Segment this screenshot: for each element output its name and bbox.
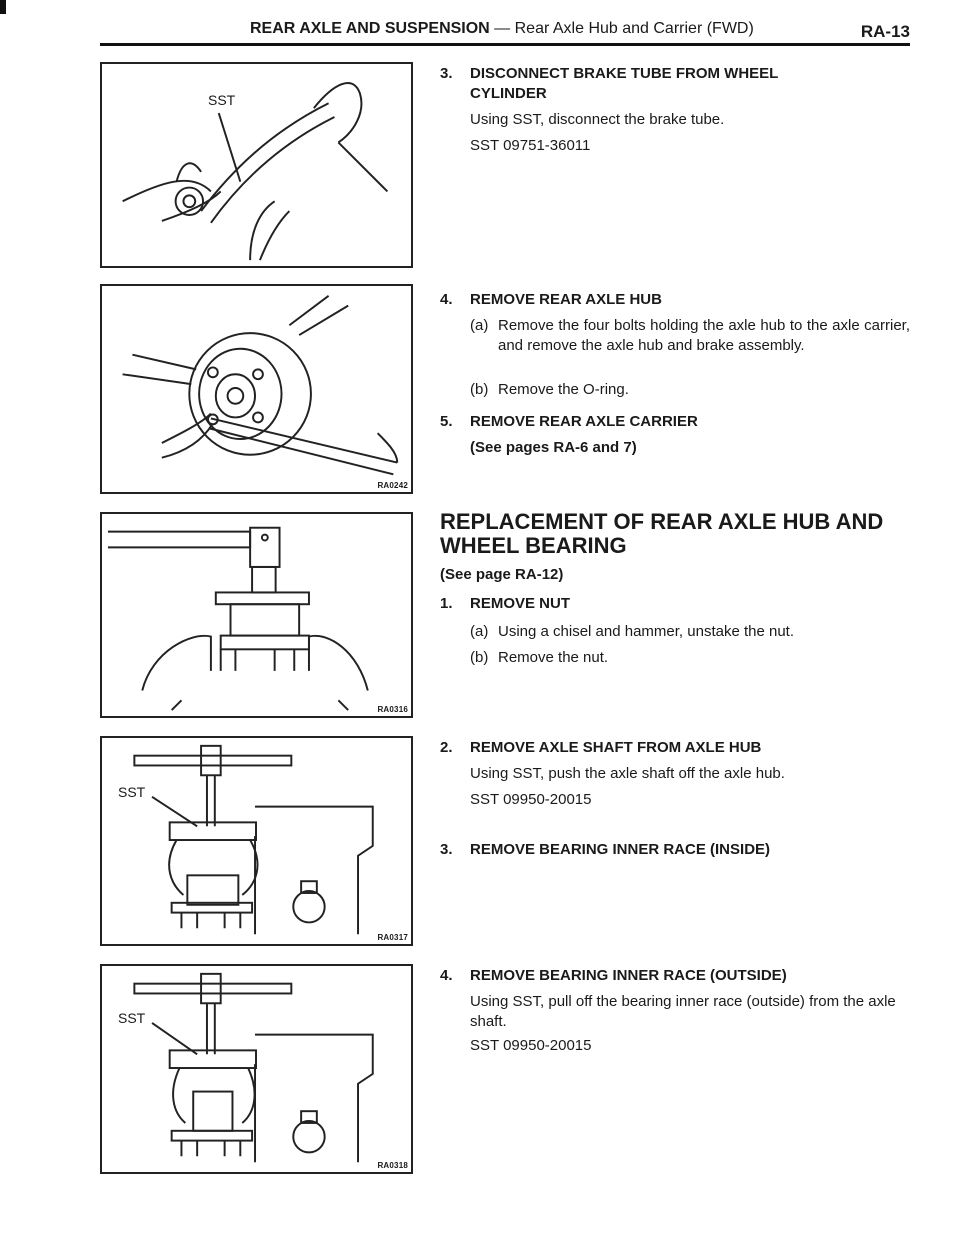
step-disconnect-brake-tube	[440, 64, 910, 164]
header-title-bold: REAR AXLE AND SUSPENSION	[250, 20, 490, 37]
nut-removal-illustration	[102, 514, 411, 716]
figure-code: RA0318	[377, 1161, 408, 1170]
substep-text: Remove the O-ring.	[498, 381, 629, 398]
figure-brake-tube-wrench	[100, 62, 413, 268]
figure-code: RA0316	[377, 705, 408, 714]
step-number: 3.	[440, 841, 453, 858]
axle-shaft-puller-illustration	[102, 738, 411, 944]
sst-number: SST 09950-20015	[470, 1037, 592, 1054]
page-number: RA-13	[860, 22, 910, 41]
header-title-rest: — Rear Axle Hub and Carrier (FWD)	[489, 20, 754, 37]
step-remove-rear-axle-carrier	[440, 412, 910, 462]
figure-axle-hub-bolts	[100, 284, 413, 494]
substep-text: Using a chisel and hammer, unstake the nut.	[498, 623, 795, 640]
step-remove-rear-axle-hub	[440, 290, 910, 400]
figure-code: RA0242	[377, 481, 408, 490]
step-remove-axle-shaft	[440, 738, 910, 818]
figure-inner-race-puller	[100, 964, 413, 1174]
step-heading: REMOVE NUT	[470, 595, 571, 612]
step-heading-line1: DISCONNECT BRAKE TUBE FROM WHEEL	[470, 65, 779, 82]
figure-remove-nut	[100, 512, 413, 718]
figure-code: RA0317	[377, 933, 408, 942]
step-heading-line2: CYLINDER	[470, 85, 547, 102]
axle-hub-illustration	[102, 286, 411, 492]
step-remove-inner-race-inside	[440, 840, 910, 864]
figure-sst-label: SST	[118, 1010, 146, 1026]
header-rule	[100, 43, 910, 46]
step-number: 2.	[440, 739, 453, 756]
brake-tube-illustration	[102, 64, 411, 266]
step-text: Using SST, pull off the bearing inner race (outside) from the axle shaft.	[470, 993, 896, 1030]
section-page-reference: (See page RA-12)	[440, 566, 564, 583]
sst-number: SST 09950-20015	[470, 791, 592, 808]
step-remove-nut	[440, 594, 910, 674]
sst-number: SST 09751-36011	[470, 137, 591, 154]
section-heading-line1: REPLACEMENT OF REAR AXLE HUB AND	[440, 509, 884, 534]
step-number: 3.	[440, 65, 453, 82]
step-heading: REMOVE BEARING INNER RACE (OUTSIDE)	[470, 967, 787, 984]
step-text: Using SST, disconnect the brake tube.	[470, 111, 725, 128]
header-title	[250, 20, 754, 38]
figure-sst-label: SST	[118, 784, 146, 800]
page-header	[100, 16, 910, 44]
inner-race-puller-illustration	[102, 966, 411, 1172]
page-reference: (See pages RA-6 and 7)	[470, 439, 637, 456]
step-remove-inner-race-outside	[440, 966, 910, 1066]
step-text: Using SST, push the axle shaft off the axle hub.	[470, 765, 785, 782]
step-heading: REMOVE REAR AXLE HUB	[470, 291, 662, 308]
step-heading: REMOVE BEARING INNER RACE (INSIDE)	[470, 841, 771, 858]
substep-label: (a)	[470, 317, 489, 334]
step-number: 5.	[440, 413, 453, 430]
section-heading-line2: WHEEL BEARING	[440, 533, 627, 558]
substep-label: (b)	[470, 649, 489, 666]
section-heading	[440, 510, 910, 558]
substep-label: (b)	[470, 381, 489, 398]
substep-text: Remove the four bolts holding the axle hub to the axle carrier, and remove the axle hub and brake assembly.	[498, 317, 910, 354]
step-heading: REMOVE REAR AXLE CARRIER	[470, 413, 698, 430]
figure-sst-label: SST	[208, 92, 236, 108]
page-corner-mark	[0, 0, 6, 14]
substep-text: Remove the nut.	[498, 649, 609, 666]
figure-axle-shaft-puller	[100, 736, 413, 946]
step-heading: REMOVE AXLE SHAFT FROM AXLE HUB	[470, 739, 762, 756]
substep-a	[470, 316, 910, 376]
substep-label: (a)	[470, 623, 489, 640]
step-number: 4.	[440, 967, 453, 984]
step-heading	[470, 64, 910, 104]
step-number: 4.	[440, 291, 453, 308]
step-number: 1.	[440, 595, 453, 612]
